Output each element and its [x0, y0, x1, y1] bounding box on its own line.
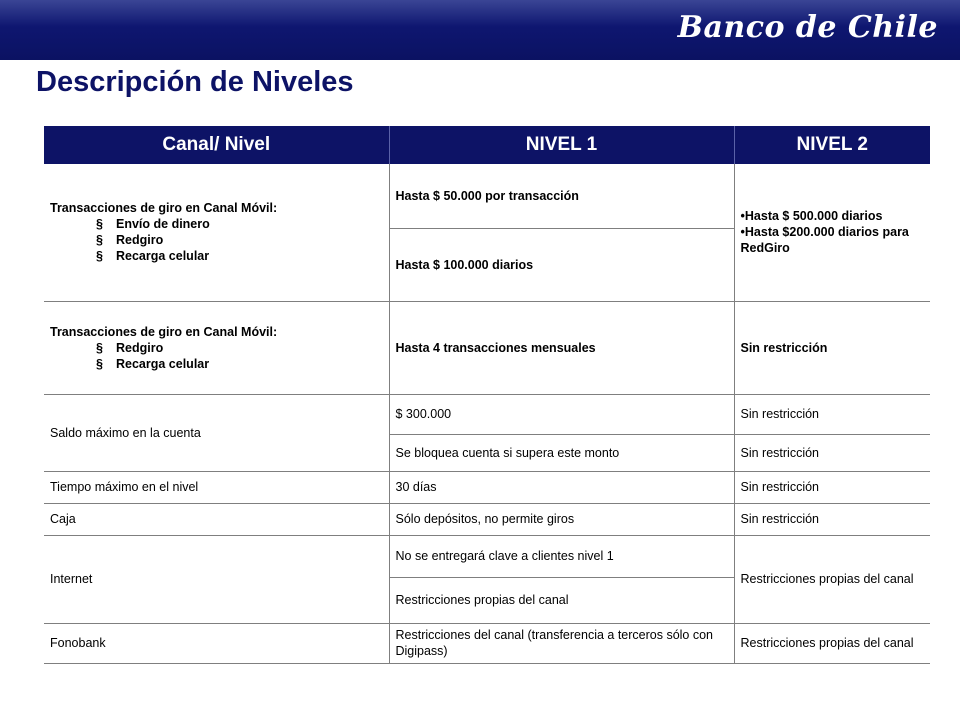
canal-label: Transacciones de giro en Canal Móvil: [50, 324, 278, 339]
table-row [44, 301, 930, 394]
table-row [44, 394, 930, 434]
table-header-row [44, 126, 930, 164]
nivel1-cell: 30 días [389, 471, 734, 503]
nivel1-cell: Hasta $ 100.000 diarios [389, 228, 734, 301]
nivel2-cell [734, 164, 930, 301]
list-item: •Hasta $ 500.000 diarios [740, 209, 883, 224]
list-item: § Recarga celular [96, 356, 210, 371]
nivel2-cell: Sin restricción [734, 394, 930, 434]
canal-cell-movil-2 [44, 301, 389, 394]
canal-cell-internet: Internet [44, 535, 389, 623]
list-item: § Redgiro [96, 233, 164, 248]
table-row [44, 471, 930, 503]
canal-cell-saldo: Saldo máximo en la cuenta [44, 394, 389, 471]
nivel2-cell: Sin restricción [734, 434, 930, 471]
bank-logo: Banco de Chile [677, 10, 938, 45]
nivel1-cell: No se entregará clave a clientes nivel 1 [389, 535, 734, 577]
column-header-canal: Canal/ Nivel [44, 126, 389, 164]
column-header-nivel1: NIVEL 1 [389, 126, 734, 164]
levels-table [44, 126, 930, 664]
nivel1-cell: Sólo depósitos, no permite giros [389, 503, 734, 535]
nivel2-cell: Restricciones propias del canal [734, 535, 930, 623]
nivel1-cell: Hasta $ 50.000 por transacción [389, 164, 734, 228]
table-row [44, 535, 930, 577]
nivel2-cell: Sin restricción [734, 503, 930, 535]
canal-cell-movil-1 [44, 164, 389, 301]
table-row [44, 503, 930, 535]
nivel1-cell: Hasta 4 transacciones mensuales [389, 301, 734, 394]
nivel2-cell: Restricciones propias del canal [734, 623, 930, 663]
nivel1-cell: Restricciones propias del canal [389, 577, 734, 623]
canal-label: Transacciones de giro en Canal Móvil: [50, 201, 278, 216]
header-bar [0, 0, 960, 60]
nivel1-cell: Se bloquea cuenta si supera este monto [389, 434, 734, 471]
list-item: § Redgiro [96, 340, 164, 355]
canal-cell-caja: Caja [44, 503, 389, 535]
list-item: § Envío de dinero [96, 217, 210, 232]
table-row [44, 164, 930, 228]
canal-cell-fonobank: Fonobank [44, 623, 389, 663]
nivel2-cell: Sin restricción [734, 471, 930, 503]
page-title: Descripción de Niveles [36, 66, 354, 98]
nivel2-cell: Sin restricción [734, 301, 930, 394]
nivel1-cell: Restricciones del canal (transferencia a terceros sólo con Digipass) [389, 623, 734, 663]
list-item: •Hasta $200.000 diarios para RedGiro [740, 225, 909, 256]
canal-cell-tiempo: Tiempo máximo en el nivel [44, 471, 389, 503]
nivel1-cell: $ 300.000 [389, 394, 734, 434]
list-item: § Recarga celular [96, 249, 210, 264]
column-header-nivel2: NIVEL 2 [734, 126, 930, 164]
table-row [44, 623, 930, 663]
